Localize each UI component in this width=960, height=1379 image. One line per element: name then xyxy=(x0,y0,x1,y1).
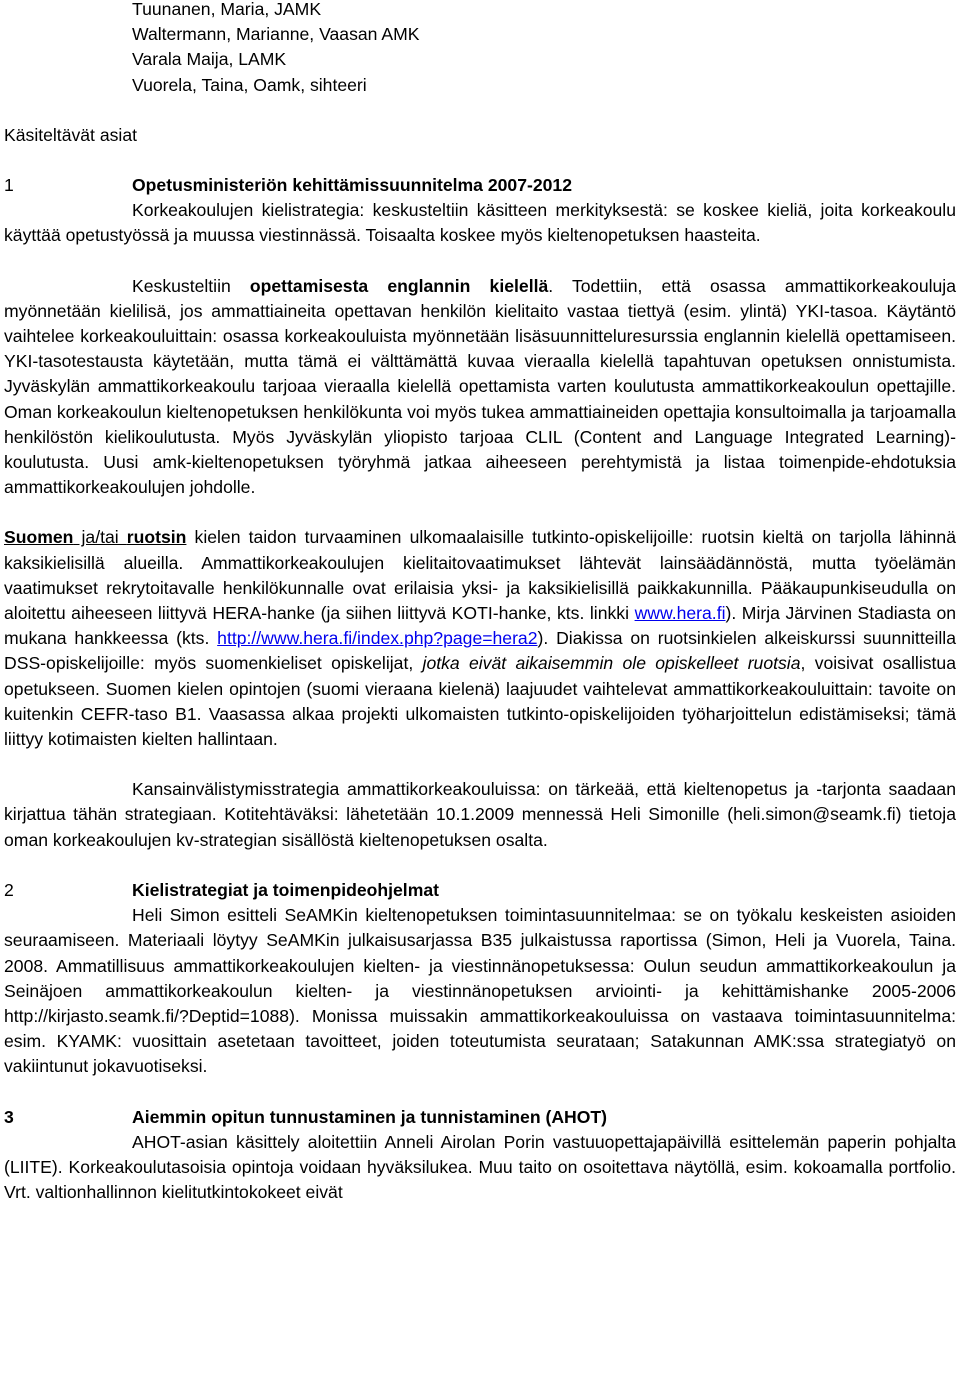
attendee: Varala Maija, LAMK xyxy=(132,49,287,70)
section-number: 2 xyxy=(4,879,14,900)
paragraph: Korkeakoulujen kielistrategia: keskusteltiin käsitteen merkityksestä: se koskee kieliä, joita korkeakoulu käyttää opetustyössä ja muussa viestinnässä. Toisaalta koskee myös kieltenopetuksen haasteita. xyxy=(4,200,956,246)
bold-underlined-word: Suomen xyxy=(4,527,74,548)
section-number: 3 xyxy=(4,1106,14,1127)
document-page xyxy=(4,0,956,1205)
section-1-heading xyxy=(4,173,956,198)
attendee: Tuunanen, Maria, JAMK xyxy=(132,0,322,19)
section-title: Opetusministeriön kehittämissuunnitelma 2007-2012 xyxy=(132,175,572,196)
hera-link[interactable]: www.hera.fi xyxy=(634,603,726,624)
section-title: Aiemmin opitun tunnustaminen ja tunnistaminen (AHOT) xyxy=(132,1106,608,1127)
hera2-link[interactable]: http://www.hera.fi/index.php?page=hera2 xyxy=(217,628,538,649)
agenda-label: Käsiteltävät asiat xyxy=(4,124,138,145)
paragraph: Heli Simon esitteli SeAMKin kieltenopetuksen toimintasuunnitelmaa: se on työkalu keskeisten asioiden seuraamiseen. Materiaali löytyy SeAMKin julkaisusarjassa B35 julkaistussa raportissa (Simon, Heli ja Vuorela, Taina. 2008. Ammatillisuus ammattikorkeakoulujen kielten- ja viestinnänopetuksessa: Oulun seudun ammattikorkeakoulun ja Seinäjoen ammattikorkeakoulun kielten- ja viestinnänopetuksen arviointi- ja kehittämishanke 2005-2006 http://kirjasto.seamk.fi/?Deptid=1088). Monissa muissakin ammattikorkeakouluissa on vastaava toimintasuunnitelma: esim. KYAMK: vuosittain asetetaan tavoitteet, joiden toteutumista seurataan; Satakunnan AMK:ssa strategiatyö on vakiintunut jokavuotiseksi. xyxy=(4,905,956,1077)
bold-phrase: opettamisesta englannin kielellä xyxy=(249,275,549,296)
italic-phrase: jotka eivät aikaisemmin ole opiskelleet ruotsia xyxy=(422,653,801,674)
paragraph: Kansainvälistymisstrategia ammattikorkeakouluissa: on tärkeää, että kieltenopetus ja -tarjonta saadaan kirjattua tähän strategiaan. Kotitehtäväksi: lähetetään 10.1.2009 mennessä Heli Simonille (heli.simon@seamk.fi) tietoja oman korkeakoulujen kv-strategian sisällöstä kieltenopetuksen osalta. xyxy=(4,779,956,850)
attendee: Vuorela, Taina, Oamk, sihteeri xyxy=(132,74,367,95)
bold-underlined-word: ruotsin xyxy=(126,527,187,548)
section-2-heading xyxy=(4,878,956,903)
section-title: Kielistrategiat ja toimenpideohjelmat xyxy=(132,879,439,900)
paragraph: Suomen ja/tai ruotsin kielen taidon turvaaminen ulkomaalaisille tutkinto-opiskelijoille: ruotsin kieltä on tarjolla lähinnä kaksikielisillä alueilla. Ammattikorkeakoulujen kielitaitovaatimukset lähtevät lainsäädännöstä, mutta työelämän vaatimukset rekrytoitavalle henkilökunnalle ovat erilaisia yksi- ja kaksikielisillä paikkakunnilla. Pääkaupunkiseudulla on aloitettu aiheeseen liittyvä HERA-hanke (ja siihen liittyvä KOTI-hanke, kts. linkki www.hera.fi). Mirja Järvinen Stadiasta on mukana hankkeessa (kts. http://www.hera.fi/index.php?page=hera2). Diakissa on ruotsinkielen alkeiskurssi suunnitteilla DSS-opiskelijoille: myös suomenkieliset opiskelijat, jotka eivät aikaisemmin ole opiskelleet ruotsia, voisivat osallistua opetukseen. Suomen kielen opintojen (suomi vieraana kielenä) laajuudet vaihtelevat ammattikorkeakouluittain: tavoite on kuitenkin CEFR-taso B1. Vaasassa alkaa projekti ulkomaisten tutkinto-opiskelijoiden työharjoittelun edistämiseksi; tämä liittyy kotimaisten kielten hallintaan. xyxy=(4,527,957,750)
paragraph: Keskusteltiin opettamisesta englannin kielellä. Todettiin, että osassa ammattikorkeakouluja myönnetään kielilisä, jos ammattiaineita opettavan henkilön kielitaito vastaa tiettyä (esim. ylintä) YKI-tasoa. Käytäntö vaihtelee korkeakouluittain: osassa korkeakouluista myönnetään lisäsuunnitteluresurssia englannin kielellä opettamiseen. YKI-tasotestausta käytetään, mutta tämä ei välttämättä kuvaa vieraalla kielellä tapahtuvan opetuksen onnistumista. Jyväskylän ammattikorkeakoulu tarjoaa vieraalla kielellä opettamista varten koulutusta ammattikorkeakoulun opettajille. Oman korkeakoulun kieltenopetuksen henkilökunta voi myös tukea ammattiaineiden opettajia konsultoimalla ja tarjoamalla henkilöstön kielikoulutusta. Myös Jyväskylän yliopisto tarjoaa CLIL (Content and Language Integrated Learning)-koulutusta. Uusi amk-kieltenopetuksen työryhmä jatkaa aiheeseen perehtymistä ja listaa toimenpide-ehdotuksia ammattikorkeakoulujen johdolle. xyxy=(4,275,956,498)
section-3-heading xyxy=(4,1105,956,1130)
paragraph: AHOT-asian käsittely aloitettiin Anneli Airolan Porin vastuuopettajapäivillä esittelemän paperin pohjalta (LIITE). Korkeakoulutasoisia opintoja voidaan hyväksilukea. Muu taito on osoitettava näytöllä, esim. kokoamalla portfolio. Vrt. valtionhallinnon kielitutkintokokeet eivät xyxy=(4,1131,956,1203)
attendee-list xyxy=(4,0,956,98)
section-number: 1 xyxy=(4,175,14,196)
attendee: Waltermann, Marianne, Vaasan AMK xyxy=(132,24,420,45)
